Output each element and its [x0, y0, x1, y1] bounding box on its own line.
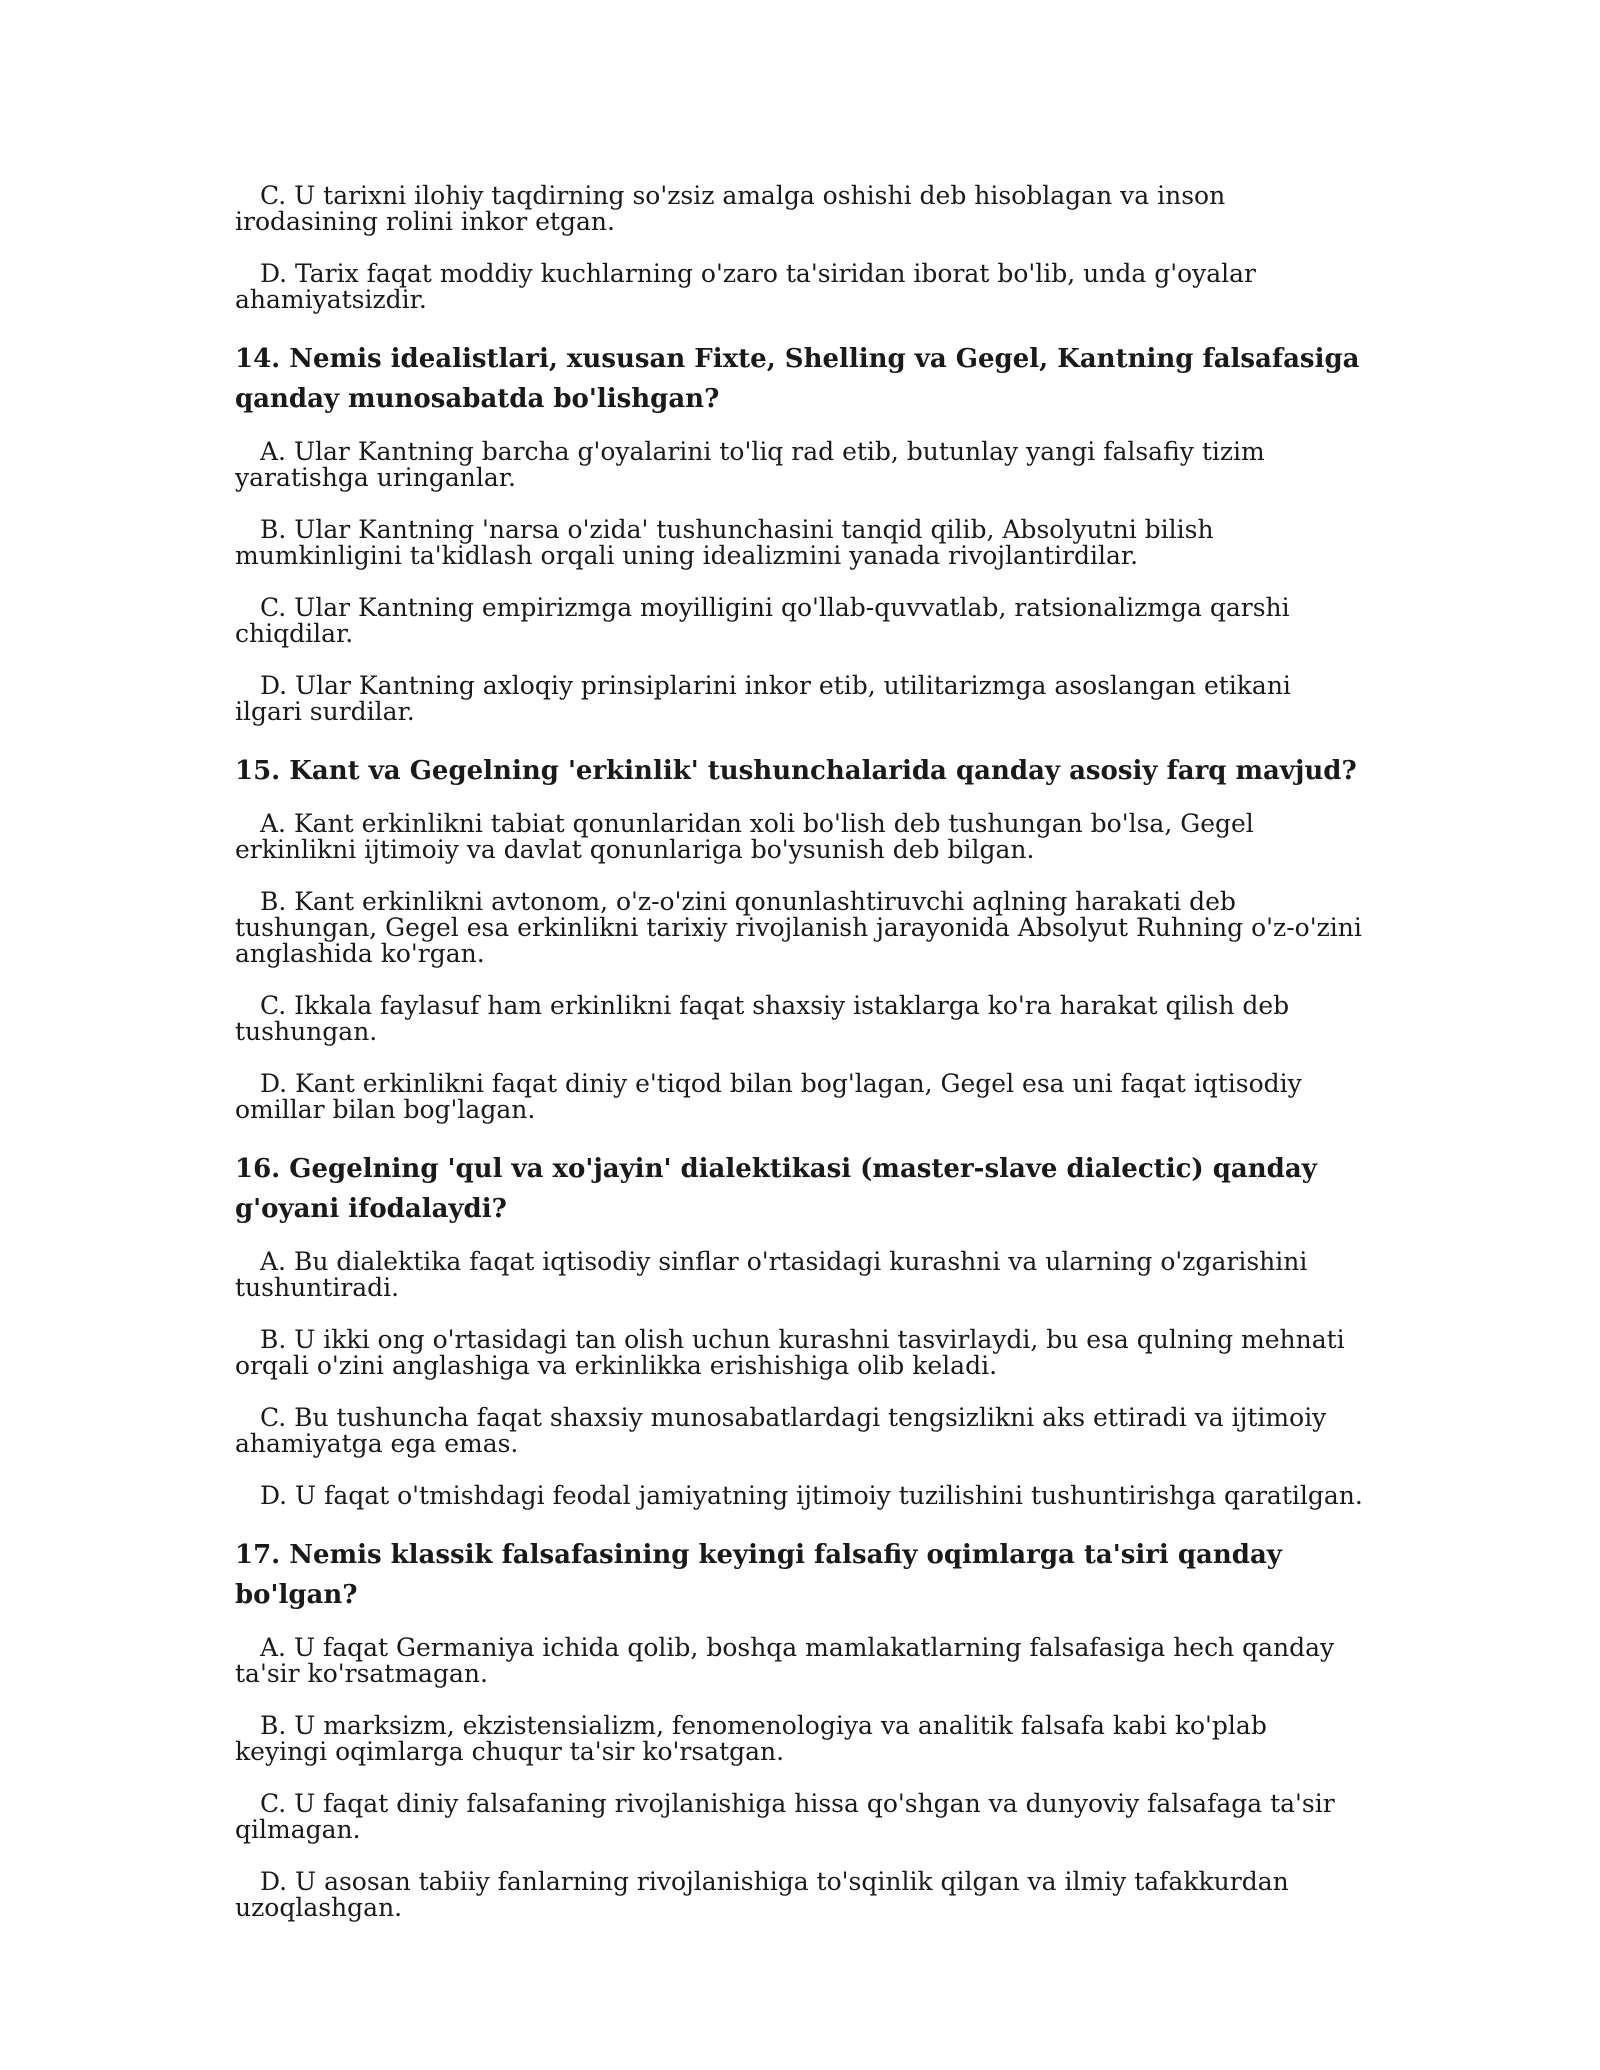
option-a: A. Bu dialektika faqat iqtisodiy sinflar o'rtasidagi kurashni va ularning o'zgarishini tushuntiradi.	[235, 1247, 1308, 1302]
question-options	[235, 439, 1365, 725]
option-d: D. Tarix faqat moddiy kuchlarning o'zaro ta'siridan iborat bo'lib, unda g'oyalar ahamiyatsizdir.	[235, 259, 1256, 314]
option-d: D. U faqat o'tmishdagi feodal jamiyatning ijtimoiy tuzilishini tushuntirishga qaratilgan.	[260, 1481, 1363, 1510]
option-b: B. Kant erkinlikni avtonom, o'z-o'zini qonunlashtiruvchi aqlning harakati deb tushungan, Gegel esa erkinlikni tarixiy rivojlanish jarayonida Absolyut Ruhning o'z-o'zini anglashida ko'rgan.	[235, 887, 1362, 968]
option-b: B. U marksizm, ekzistensializm, fenomenologiya va analitik falsafa kabi ko'plab keyingi oqimlarga chuqur ta'sir ko'rsatgan.	[235, 1711, 1267, 1766]
option-d: D. U asosan tabiiy fanlarning rivojlanishiga to'sqinlik qilgan va ilmiy tafakkurdan uzoqlashgan.	[235, 1867, 1289, 1922]
question-title: 14. Nemis idealistlari, xususan Fixte, Shelling va Gegel, Kantning falsafasiga qanday munosabatda bo'lishgan?	[235, 344, 1360, 414]
option-b: B. U ikki ong o'rtasidagi tan olish uchun kurashni tasvirlaydi, bu esa qulning mehnati orqali o'zini anglashiga va erkinlikka erishishiga olib keladi.	[235, 1325, 1345, 1380]
question-title: 17. Nemis klassik falsafasining keyingi falsafiy oqimlarga ta'siri qanday bo'lgan?	[235, 1540, 1282, 1610]
option-c: C. U faqat diniy falsafaning rivojlanishiga hissa qo'shgan va dunyoviy falsafaga ta'sir qilmagan.	[235, 1789, 1335, 1844]
option-c: C. U tarixni ilohiy taqdirning so'zsiz amalga oshishi deb hisoblagan va inson irodasining rolini inkor etgan.	[235, 181, 1226, 236]
option-c: C. Bu tushuncha faqat shaxsiy munosabatlardagi tengsizlikni aks ettiradi va ijtimoiy ahamiyatga ega emas.	[235, 1403, 1327, 1458]
previous-question-options	[235, 183, 1365, 313]
option-d: D. Ular Kantning axloqiy prinsiplarini inkor etib, utilitarizmga asoslangan etikani ilgari surdilar.	[235, 671, 1291, 726]
option-a: A. Ular Kantning barcha g'oyalarini to'liq rad etib, butunlay yangi falsafiy tizim yaratishga uringanlar.	[235, 437, 1265, 492]
option-a: A. Kant erkinlikni tabiat qonunlaridan xoli bo'lish deb tushungan bo'lsa, Gegel erkinlikni ijtimoiy va davlat qonunlariga bo'ysunish deb bilgan.	[235, 809, 1254, 864]
question-options	[235, 1635, 1365, 1921]
question-title: 16. Gegelning 'qul va xo'jayin' dialektikasi (master-slave dialectic) qanday g'oyani ifodalaydi?	[235, 1154, 1317, 1224]
question-title: 15. Kant va Gegelning 'erkinlik' tushunchalarida qanday asosiy farq mavjud?	[235, 756, 1357, 786]
question-15	[235, 751, 1365, 1123]
question-options	[235, 811, 1365, 1123]
document-page	[235, 183, 1365, 1947]
question-14	[235, 339, 1365, 725]
question-options	[235, 1249, 1365, 1509]
question-17	[235, 1535, 1365, 1921]
option-c: C. Ikkala faylasuf ham erkinlikni faqat shaxsiy istaklarga ko'ra harakat qilish deb tushungan.	[235, 991, 1290, 1046]
option-b: B. Ular Kantning 'narsa o'zida' tushunchasini tanqid qilib, Absolyutni bilish mumkinligini ta'kidlash orqali uning idealizmini yanada rivojlantirdilar.	[235, 515, 1214, 570]
option-c: C. Ular Kantning empirizmga moyilligini qo'llab-quvvatlab, ratsionalizmga qarshi chiqdilar.	[235, 593, 1290, 648]
option-d: D. Kant erkinlikni faqat diniy e'tiqod bilan bog'lagan, Gegel esa uni faqat iqtisodiy omillar bilan bog'lagan.	[235, 1069, 1302, 1124]
question-16	[235, 1149, 1365, 1509]
option-a: A. U faqat Germaniya ichida qolib, boshqa mamlakatlarning falsafasiga hech qanday ta'sir ko'rsatmagan.	[235, 1633, 1335, 1688]
